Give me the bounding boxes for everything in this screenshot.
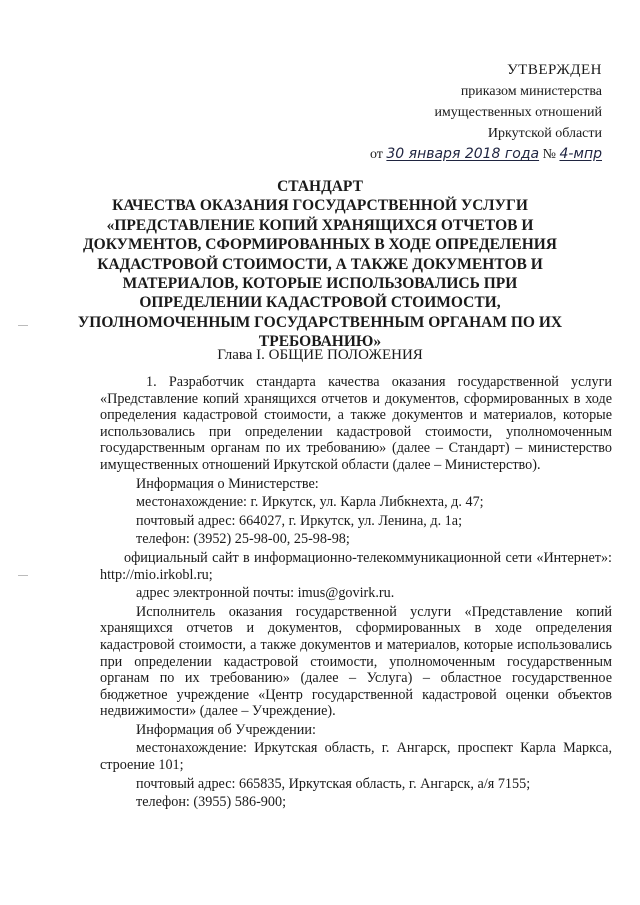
handwritten-number: 4-мпр xyxy=(559,146,602,162)
paragraph: 1. Разработчик стандарта качества оказания государственной услуги «Представление копий хранящихся отчетов и документов, сформированных в ходе определения кадастровой стоимости, а также документов и материалов, которые использовались при определении кадастровой стоимости, уполномоченным государственным органам по их требованию» (далее – Стандарт) – министерство имущественных отношений Иркутской области (далее – Министерство). xyxy=(100,374,612,473)
title-line: УПОЛНОМОЧЕННЫМ ГОСУДАРСТВЕННЫМ ОРГАНАМ ПО ИХ xyxy=(77,313,563,331)
document-body xyxy=(100,374,612,811)
chapter-heading: Глава I. ОБЩИЕ ПОЛОЖЕНИЯ xyxy=(217,347,423,363)
scan-mark xyxy=(18,575,28,576)
paragraph: Информация об Учреждении: xyxy=(136,721,316,738)
paragraph: телефон: (3952) 25-98-00, 25-98-98; xyxy=(136,531,350,548)
title-line: КАЧЕСТВА ОКАЗАНИЯ ГОСУДАРСТВЕННОЙ УСЛУГИ xyxy=(112,197,528,215)
paragraph: местонахождение: г. Иркутск, ул. Карла Либкнехта, д. 47; xyxy=(136,494,484,511)
title-line: «ПРЕДСТАВЛЕНИЕ КОПИЙ ХРАНЯЩИХСЯ ОТЧЕТОВ И xyxy=(106,216,534,234)
approval-line: Иркутской области xyxy=(487,126,602,141)
approval-date-line xyxy=(370,144,602,165)
handwritten-date: 30 января 2018 года xyxy=(386,146,540,162)
document-title xyxy=(60,177,580,352)
title-line: ДОКУМЕНТОВ, СФОРМИРОВАННЫХ В ХОДЕ ОПРЕДЕЛЕНИЯ xyxy=(82,236,558,254)
scan-mark xyxy=(18,325,28,326)
paragraph: Исполнитель оказания государственной услуги «Представление копий хранящихся отчетов и документов, сформированных в ходе определения кадастровой стоимости, а также документов и материалов, которые использовались при определении кадастровой стоимости, уполномоченным государственным органам по их требованию» (далее – Услуга) – областное государственное бюджетное учреждение «Центр государственной кадастровой оценки объектов недвижимости» (далее – Учреждение). xyxy=(100,603,612,720)
paragraph: почтовый адрес: 665835, Иркутская область, г. Ангарск, а/я 7155; xyxy=(136,775,531,792)
paragraph: телефон: (3955) 586-900; xyxy=(136,794,287,811)
paragraph: Информация о Министерстве: xyxy=(136,475,319,492)
approval-block xyxy=(370,60,602,165)
approval-line: имущественных отношений xyxy=(434,105,602,120)
paragraph: почтовый адрес: 664027, г. Иркутск, ул. Ленина, д. 1а; xyxy=(136,512,463,529)
title-line: КАДАСТРОВОЙ СТОИМОСТИ, А ТАКЖЕ ДОКУМЕНТОВ И xyxy=(97,255,543,273)
title-line: ТРЕБОВАНИЮ» xyxy=(258,333,382,351)
number-sign: № xyxy=(542,147,556,162)
approval-line: приказом министерства xyxy=(460,84,602,99)
paragraph: адрес электронной почты: imus@govirk.ru. xyxy=(136,585,395,602)
title-line: ОПРЕДЕЛЕНИИ КАДАСТРОВОЙ СТОИМОСТИ, xyxy=(139,294,501,312)
title-line: СТАНДАРТ xyxy=(277,178,363,195)
paragraph: официальный сайт в информационно-телекоммуникационной сети «Интернет»: http://mio.irkobl.ru; xyxy=(100,549,612,583)
approval-heading: УТВЕРЖДЕН xyxy=(507,62,602,78)
title-line: МАТЕРИАЛОВ, КОТОРЫЕ ИСПОЛЬЗОВАЛИСЬ ПРИ xyxy=(122,275,518,293)
paragraph: местонахождение: Иркутская область, г. Ангарск, проспект Карла Маркса, строение 101; xyxy=(100,740,612,774)
approval-prefix: от xyxy=(369,147,383,162)
